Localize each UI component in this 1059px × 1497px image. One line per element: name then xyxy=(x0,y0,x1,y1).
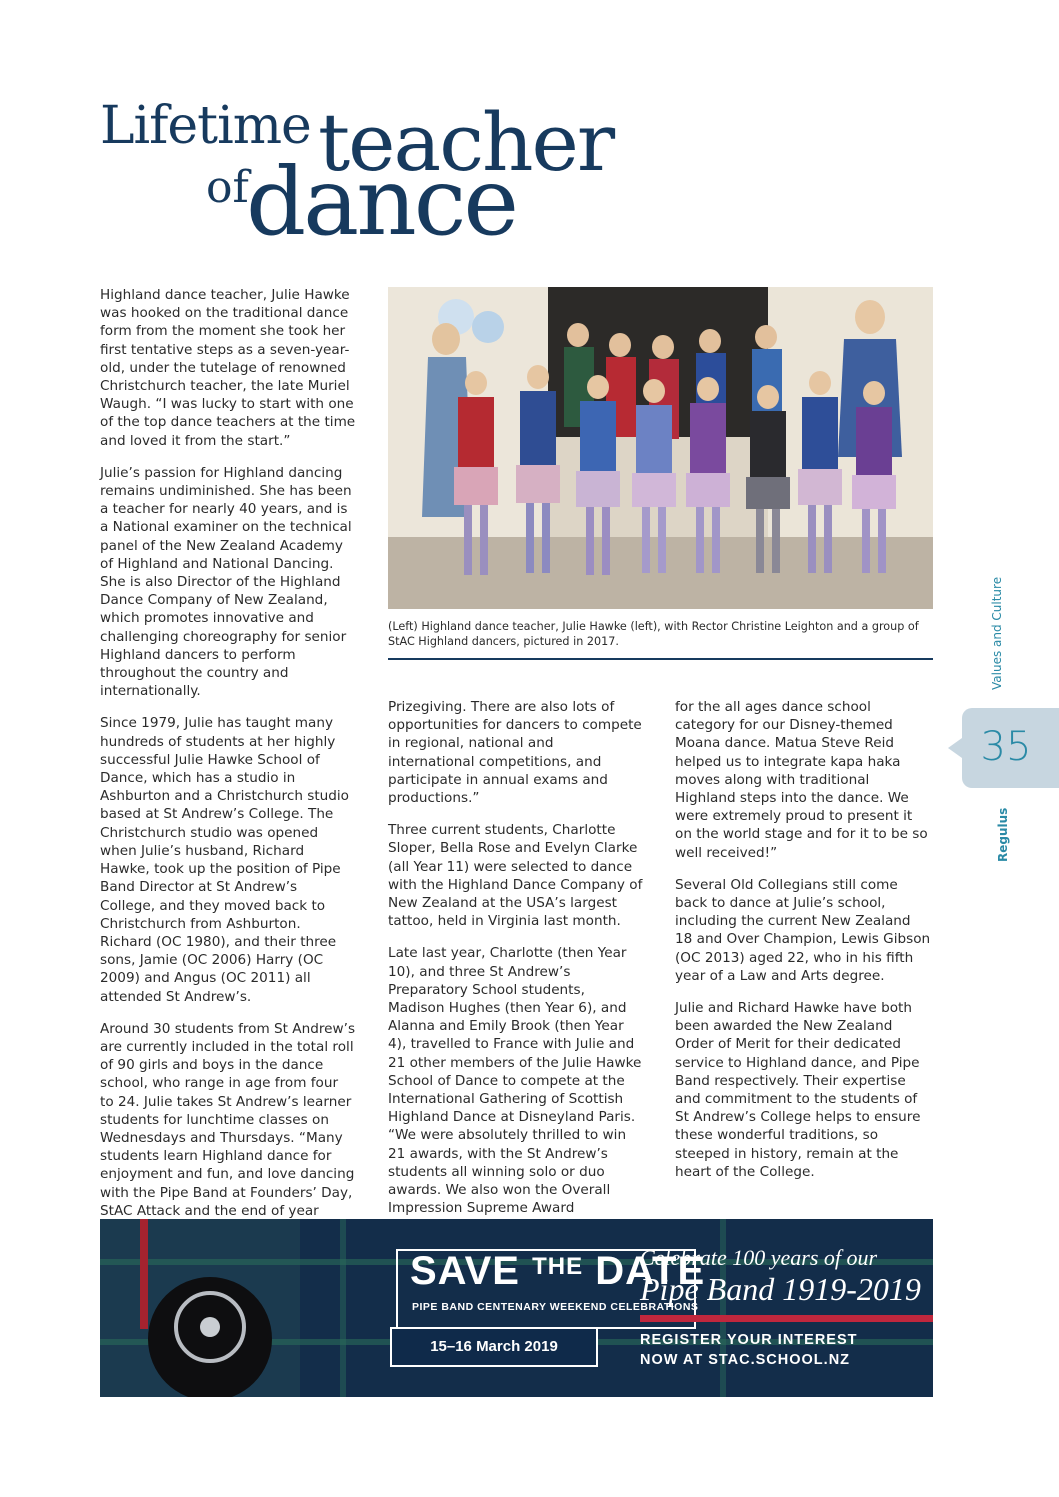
page-number: 35 xyxy=(980,724,1032,770)
date-word: DATE xyxy=(595,1249,706,1293)
title-word-lifetime: Lifetime xyxy=(100,96,311,156)
event-date: 15–16 March 2019 xyxy=(430,1338,558,1355)
paragraph: Around 30 students from St Andrew’s are currently included in the total roll of 90 girls and boys in the dance school, who range in age from four to 24. Julie takes St Andrew’s learner students for lunchtime classes on Wednesdays and Thursdays. “Many students learn Highland dance for enjoyment and fun, and love dancing with the Pipe Band at Founders’ Day, StAC Attack and the end of year xyxy=(100,1020,356,1219)
celebrate-line-2: Pipe Band 1919-2019 xyxy=(640,1271,921,1307)
paragraph: Julie’s passion for Highland dancing remains undiminished. She has been a teacher for nearly 40 years, and is a National examiner on the technical panel of the New Zealand Academy of Highland and National Dancing. She is also Director of the Highland Dance Company of New Zealand, which promotes innovative and challenging choreography for senior Highland dancers to perform throughout the country and internationally. xyxy=(100,464,352,700)
title-word-dance: dance xyxy=(246,148,517,257)
the-word: THE xyxy=(532,1253,584,1280)
dancers-photo xyxy=(388,287,933,609)
paragraph: Highland dance teacher, Julie Hawke was hooked on the traditional dance form from the moment she took her first tentative steps as a seven-year-old, under the tutelage of renowned Christchurch teacher, the late Muriel Waugh. “I was lucky to start with one of the top dance teachers at the time and loved it from the start.” xyxy=(100,287,356,449)
paragraph: Several Old Collegians still come back to dance at Julie’s school, including the current New Zealand 18 and Over Champion, Lewis Gibson (OC 2013) aged 22, who in his fifth year of a Law and Arts degree. xyxy=(675,876,931,984)
page-tab-notch xyxy=(948,738,962,758)
save-word: SAVE xyxy=(410,1249,520,1293)
magazine-name: Regulus xyxy=(996,807,1010,862)
article-column-1 xyxy=(100,286,356,1234)
paragraph: Julie and Richard Hawke have both been awarded the New Zealand Order of Merit for their dedicated service to Highland dance, and Pipe Band respectively. Their expertise and commitment to the students of St Andrew’s College helps to ensure these wonderful traditions, so steeped in history, remain at the heart of the College. xyxy=(675,1000,921,1180)
photo-caption: (Left) Highland dance teacher, Julie Hawke (left), with Rector Christine Leighton and a group of StAC Highland dancers, pictured in 2017. xyxy=(388,620,919,648)
centenary-subtitle: PIPE BAND CENTENARY WEEKEND CELEBRATIONS xyxy=(412,1301,699,1313)
paragraph: Late last year, Charlotte (then Year 10), and three St Andrew’s Preparatory School students, Madison Hughes (then Year 6), and Alanna and Emily Brook (then Year 4), travelled to France with Julie and 21 other members of the Julie Hawke School of Dance to compete at the International Gathering of Scottish Highland Dance at Disneyland Paris. “We were absolutely thrilled to win 21 awards, with the St Andrew’s students all winning solo or duo awards. We also won the Overall Impression Supreme Award xyxy=(388,945,642,1217)
title-word-of: of xyxy=(206,162,249,213)
paragraph: for the all ages dance school category for our Disney-themed Moana dance. Matua Steve Reid helped us to integrate kapa haka moves along with traditional Highland steps into the dance. We were extremely proud to present it on the world stage and for it to be so well received!” xyxy=(675,699,928,861)
dancers-photo-illustration xyxy=(388,287,933,609)
caption-divider xyxy=(388,658,933,660)
article-column-2 xyxy=(388,698,644,1231)
register-link[interactable]: NOW AT STAC.SCHOOL.NZ xyxy=(640,1352,851,1368)
paragraph: Three current students, Charlotte Sloper, Bella Rose and Evelyn Clarke (all Year 11) were selected to dance with the Highland Dance Company of New Zealand at the USA’s largest tattoo, held in Virginia last month. xyxy=(388,822,643,930)
save-the-date-banner xyxy=(100,1219,933,1397)
register-line-1: REGISTER YOUR INTEREST xyxy=(640,1332,858,1348)
section-label: Values and Culture xyxy=(990,576,1004,690)
red-accent-bar xyxy=(640,1315,933,1322)
celebrate-line-1: Celebrate 100 years of our xyxy=(640,1245,878,1270)
article-column-3 xyxy=(675,698,931,1195)
paragraph: Prizegiving. There are also lots of opportunities for dancers to compete in regional, national and international competitions, and participate in annual exams and productions.” xyxy=(388,699,642,807)
paragraph: Since 1979, Julie has taught many hundreds of students at her highly successful Julie Hawke School of Dance, which has a studio in Ashburton and a Christchurch studio based at St Andrew’s College. The Christchurch studio was opened when Julie’s husband, Richard Hawke, took up the position of Pipe Band Director at St Andrew’s College, and they moved back to Christchurch from Ashburton. Richard (OC 1980), and their three sons, Jamie (OC 2006) Harry (OC 2009) and Angus (OC 2011) all attended St Andrew’s. xyxy=(100,715,350,1005)
title-word-teacher: teacher xyxy=(318,96,614,189)
